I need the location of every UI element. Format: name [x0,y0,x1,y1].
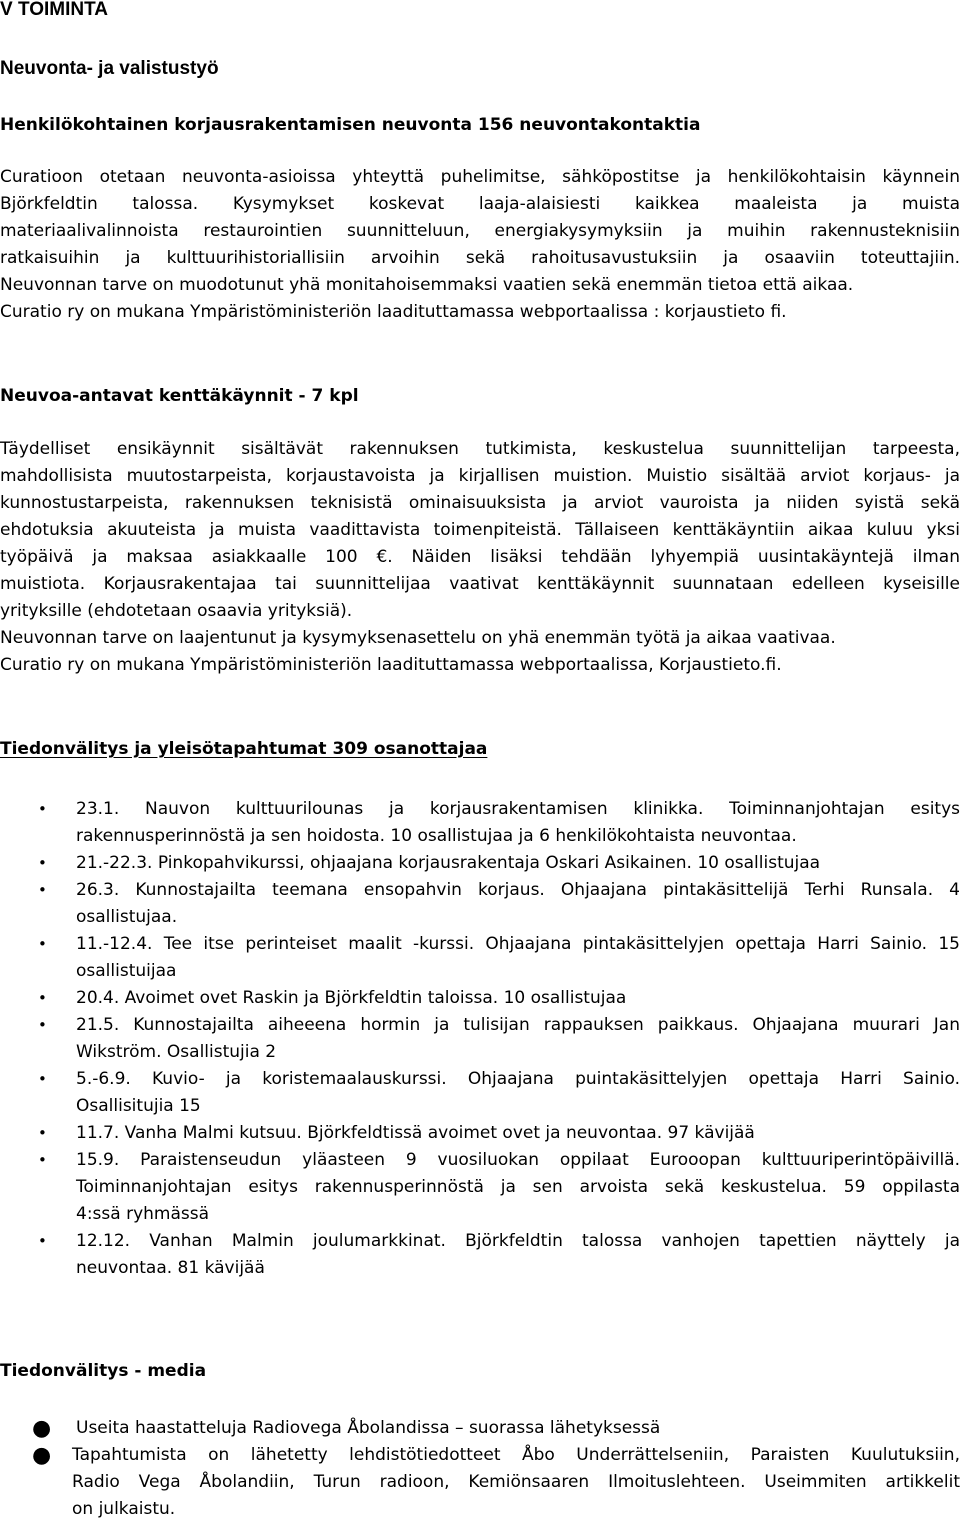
list-item [0,1066,960,1120]
list-item [0,850,960,877]
text-line: osallistujaa. [76,907,178,927]
text-line: Osallisitujia 15 [76,1096,201,1116]
list-item [0,1147,960,1228]
events-list [0,796,960,1282]
list-item [0,1442,960,1523]
paragraph-field-visits [0,436,960,679]
text-line: osallistuijaa [76,961,177,981]
bullet-icon: • [38,935,47,953]
bullet-icon: • [38,881,47,899]
text-line: 21.-22.3. Pinkopahvikurssi, ohjaajana korjausrakentaja Oskari Asikainen. 10 osallistujaa [76,853,821,873]
text-line: Björkfeldtin talossa. Kysymykset koskevat laaja-alaisiesti kaikkea maaleista ja muista [0,194,960,214]
text-line: Curatioon otetaan neuvonta-asioissa yhteyttä puhelimitse, sähköpostitse ja henkilökohtaisin käynnein [0,167,960,187]
text-line: ehdotuksia akuuteista ja muista vaadittavista toimenpiteistä. Tällaiseen kenttäkäyntiin aikaa kuluu yksi [0,520,960,540]
text-line: 4:ssä ryhmässä [76,1204,210,1224]
bullet-icon: • [38,989,47,1007]
text-line: 20.4. Avoimet ovet Raskin ja Björkfeldtin taloissa. 10 osallistujaa [76,988,627,1008]
text-line: 12.12. Vanhan Malmin joulumarkkinat. Björkfeldtin talossa vanhojen tapettien näyttely ja [76,1231,960,1251]
text-line: 11.7. Vanha Malmi kutsuu. Björkfeldtissä avoimet ovet ja neuvontaa. 97 kävijää [76,1123,755,1143]
text-line: yrityksille (ehdotetaan osaavia yrityksiä). [0,601,353,621]
text-line: Tapahtumista on lähetetty lehdistötiedotteet Åbo Underrättelseniin, Paraisten Kuulutuksiin, [72,1445,960,1465]
list-item [0,1228,960,1282]
text-line: on julkaistu. [72,1499,176,1519]
text-line: ratkaisuihin ja kulttuurihistoriallisiin arvoihin sekä rahoitusavustuksiin ja osaaviin toteuttajiin. [0,248,960,268]
text-line: Neuvonnan tarve on muodotunut yhä monitahoisemmaksi vaatien sekä enemmän tietoa että aikaa. [0,275,854,295]
list-item [0,1415,960,1442]
text-line: 5.-6.9. Kuvio- ja koristemaalauskurssi. Ohjaajana puintakäsittelyjen opettaja Harri Sainio. [76,1069,960,1089]
subsection-title-media: Tiedonvälitys - media [0,1361,207,1381]
text-line: 23.1. Nauvon kulttuurilounas ja korjausrakentamisen klinikka. Toiminnanjohtajan esitys [76,799,960,819]
text-line: Curatio ry on mukana Ympäristöministeriön laadituttamassa webportaalissa : korjaustieto fi. [0,302,787,322]
text-line: työpäivä ja maksaa asiakkaalle 100 €. Näiden lisäksi tehdään lyhyempiä uusintakäyntejä ilman [0,547,960,567]
list-item [0,877,960,931]
bullet-icon: • [38,1232,47,1250]
text-line: neuvontaa. 81 kävijää [76,1258,265,1278]
paragraph-consulting [0,164,960,326]
section-title: Neuvonta- ja valistustyö [0,58,219,79]
text-line: Wikström. Osallistujia 2 [76,1042,277,1062]
text-line: Neuvonnan tarve on laajentunut ja kysymyksenasettelu on yhä enemmän työtä ja aikaa vaativaa. [0,628,836,648]
text-line: Useita haastatteluja Radiovega Åbolandissa – suorassa lähetyksessä [76,1418,661,1438]
list-item [0,796,960,850]
bullet-icon: ● [32,1416,52,1441]
subsection-title-field-visits: Neuvoa-antavat kenttäkäynnit - 7 kpl [0,386,359,406]
list-item [0,985,960,1012]
text-line: muistiota. Korjausrakentajaa tai suunnittelijaa vaativat kenttäkäynnit suunnataan edelleen kyseisille [0,574,960,594]
bullet-icon: • [38,1070,47,1088]
text-line: materiaalivalinnoista restaurointien suunnitteluun, energiakysymyksiin ja muihin rakennusteknisiin [0,221,960,241]
chapter-heading: V TOIMINTA [0,0,109,20]
bullet-icon: ● [32,1443,52,1468]
text-line: rakennusperinnöstä ja sen hoidosta. 10 osallistujaa ja 6 henkilökohtaista neuvontaa. [76,826,797,846]
subsection-title-events: Tiedonvälitys ja yleisötapahtumat 309 osanottajaa [0,739,488,759]
subsection-title-consulting: Henkilökohtainen korjausrakentamisen neuvonta 156 neuvontakontaktia [0,115,701,135]
media-list [0,1415,960,1523]
text-line: 26.3. Kunnostajailta teemana ensopahvin korjaus. Ohjaajana pintakäsittelijä Terhi Runsala. 4 [76,880,960,900]
bullet-icon: • [38,1016,47,1034]
bullet-icon: • [38,1124,47,1142]
text-line: Toiminnanjohtajan esitys rakennusperinnöstä ja sen arvoista sekä keskustelua. 59 oppilasta [76,1177,960,1197]
text-line: Täydelliset ensikäynnit sisältävät rakennuksen tutkimista, keskustelua suunnittelijan tarpeesta, [0,439,960,459]
bullet-icon: • [38,800,47,818]
bullet-icon: • [38,1151,47,1169]
text-line: 11.-12.4. Tee itse perinteiset maalit -kurssi. Ohjaajana pintakäsittelyjen opettaja Harri Sainio. 15 [76,934,960,954]
bullet-icon: • [38,854,47,872]
text-line: mahdollisista muutostarpeista, korjaustavoista ja kirjallisen muistion. Muistio sisältää arviot korjaus- ja [0,466,960,486]
text-line: Radio Vega Åbolandiin, Turun radioon, Kemiönsaaren Ilmoituslehteen. Useimmiten artikkelit [72,1472,960,1492]
list-item [0,931,960,985]
text-line: Curatio ry on mukana Ympäristöministeriön laadituttamassa webportaalissa, Korjaustieto.fi. [0,655,782,675]
text-line: kunnostustarpeista, rakennuksen teknisistä ominaisuuksista ja arviot vauroista ja niiden syistä sekä [0,493,960,513]
list-item [0,1012,960,1066]
text-line: 15.9. Paraistenseudun yläasteen 9 vuosiluokan oppilaat Eurooopan kulttuuriperintöpäivillä. [76,1150,960,1170]
text-line: 21.5. Kunnostajailta aiheeena hormin ja tulisijan rappauksen paikkaus. Ohjaajana muurari Jan [76,1015,960,1035]
list-item [0,1120,960,1147]
